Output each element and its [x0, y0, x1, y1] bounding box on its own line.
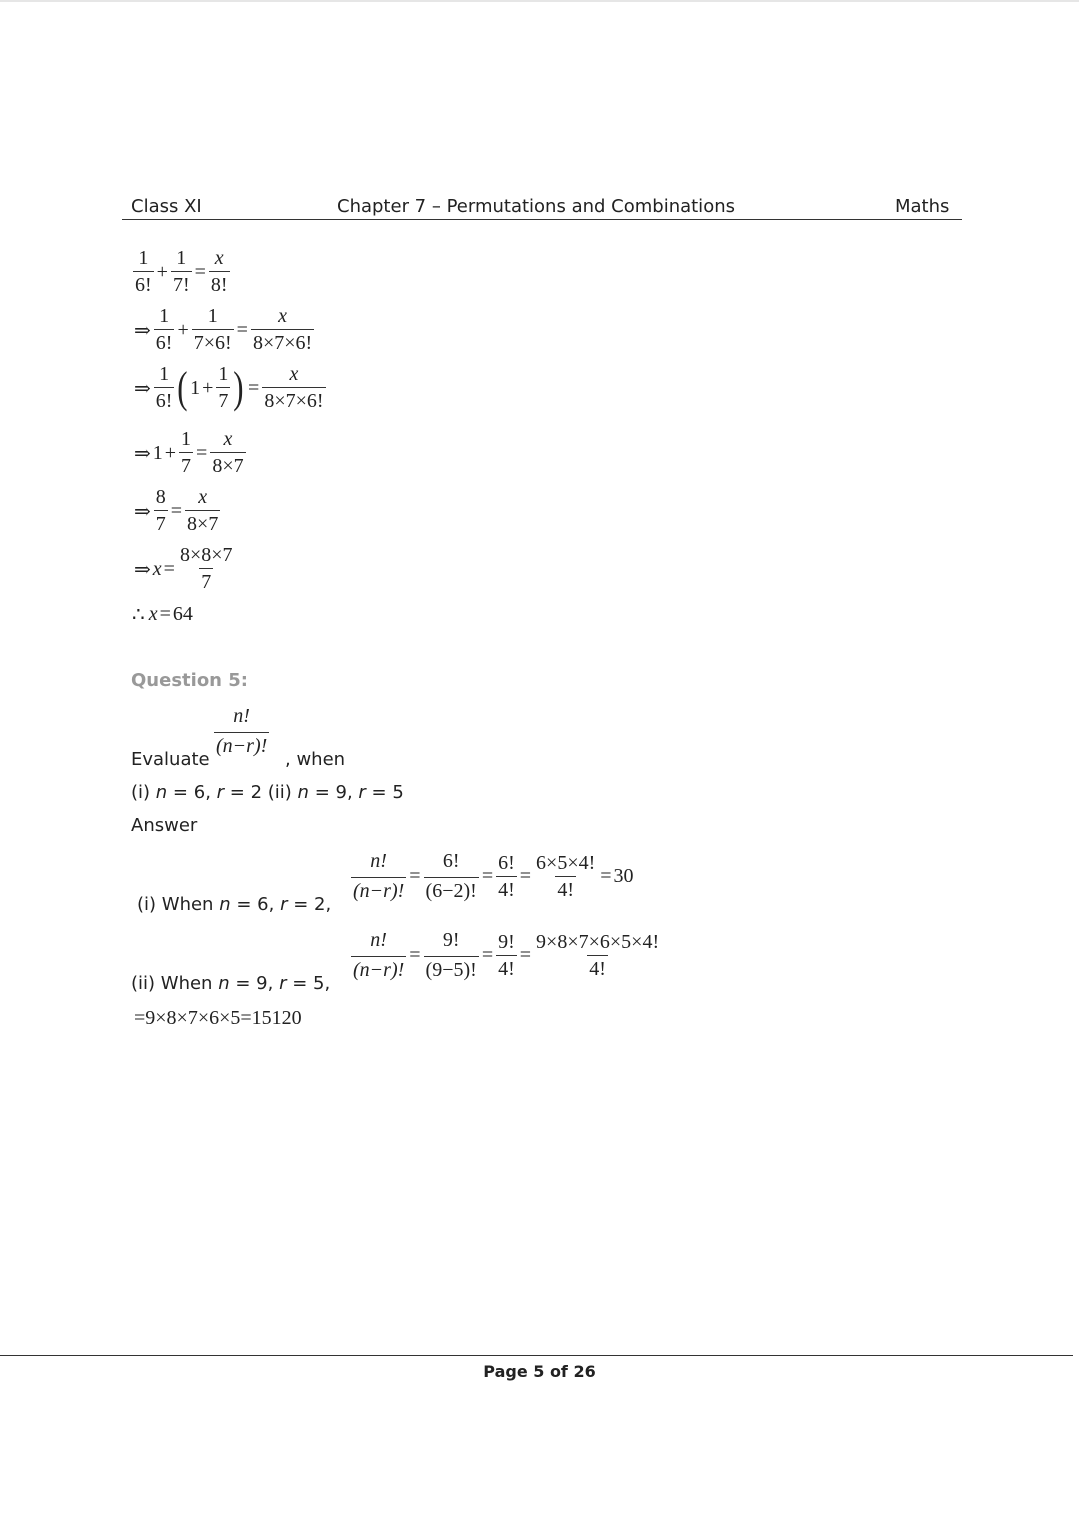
question-cases: (i) n = 6, r = 2 (ii) n = 9, r = 5: [131, 782, 404, 803]
derivation-line-1: $\frac{1}{6!}$ + $\frac{1}{7!}$ = $\frac{x}{8!}$: [135, 247, 228, 296]
derivation-line-5: ⇒ $\frac{8}{7}$ = $\frac{x}{8\times 7}$: [134, 486, 219, 535]
header-rule: [122, 219, 962, 220]
solution-part2-final: =9×8×7×6×5=15120: [134, 1007, 302, 1029]
solution-part1-equation: $\frac{n!}{(n-r)!}$ = $\frac{6!}{(6-2)!}$ = $\frac{6!}{4!}$ = $\frac{6\times 5\times 4!}{4!}$ = 30: [353, 850, 634, 902]
footer-rule: [0, 1355, 1073, 1356]
derivation-result: ∴ x = 64: [132, 603, 193, 626]
answer-label: Answer: [131, 815, 198, 836]
solution-part2-prefix: (ii) When n = 9, r = 5,: [131, 973, 331, 994]
derivation-line-4: ⇒ 1 + $\frac{1}{7}$ = $\frac{x}{8\times 7}$: [134, 428, 244, 477]
derivation-line-3: ⇒ $\frac{1}{6!}$ ( 1 + $\frac{1}{7}$ ) = $\frac{x}{8\times 7\times 6!}$: [134, 363, 324, 412]
question-title: Question 5:: [131, 670, 248, 691]
derivation-line-2: ⇒ $\frac{1}{6!}$ + $\frac{1}{7\times 6!}$ = $\frac{x}{8\times 7\times 6!}$: [134, 305, 313, 354]
derivation-line-6: ⇒ x = $\frac{8\times 8\times 7}{7}$: [134, 544, 233, 593]
page-number: Page 5 of 26: [483, 1362, 596, 1381]
header-class: Class XI: [131, 196, 202, 217]
solution-part2-equation: $\frac{n!}{(n-r)!}$ = $\frac{9!}{(9-5)!}$ = $\frac{9!}{4!}$ = $\frac{9\times 8\times 7\times 6\times 5\times 4!}{4!}$: [353, 929, 660, 981]
solution-part1-prefix: (i) When n = 6, r = 2,: [137, 894, 332, 915]
header-subject: Maths: [895, 196, 950, 217]
question-formula: $\frac{n!}{(n-r)!}$: [216, 705, 268, 757]
question-prompt-before: Evaluate: [131, 749, 210, 770]
header-chapter: Chapter 7 – Permutations and Combinations: [337, 196, 735, 217]
question-prompt-after: , when: [285, 749, 346, 770]
top-border: [0, 0, 1079, 2]
